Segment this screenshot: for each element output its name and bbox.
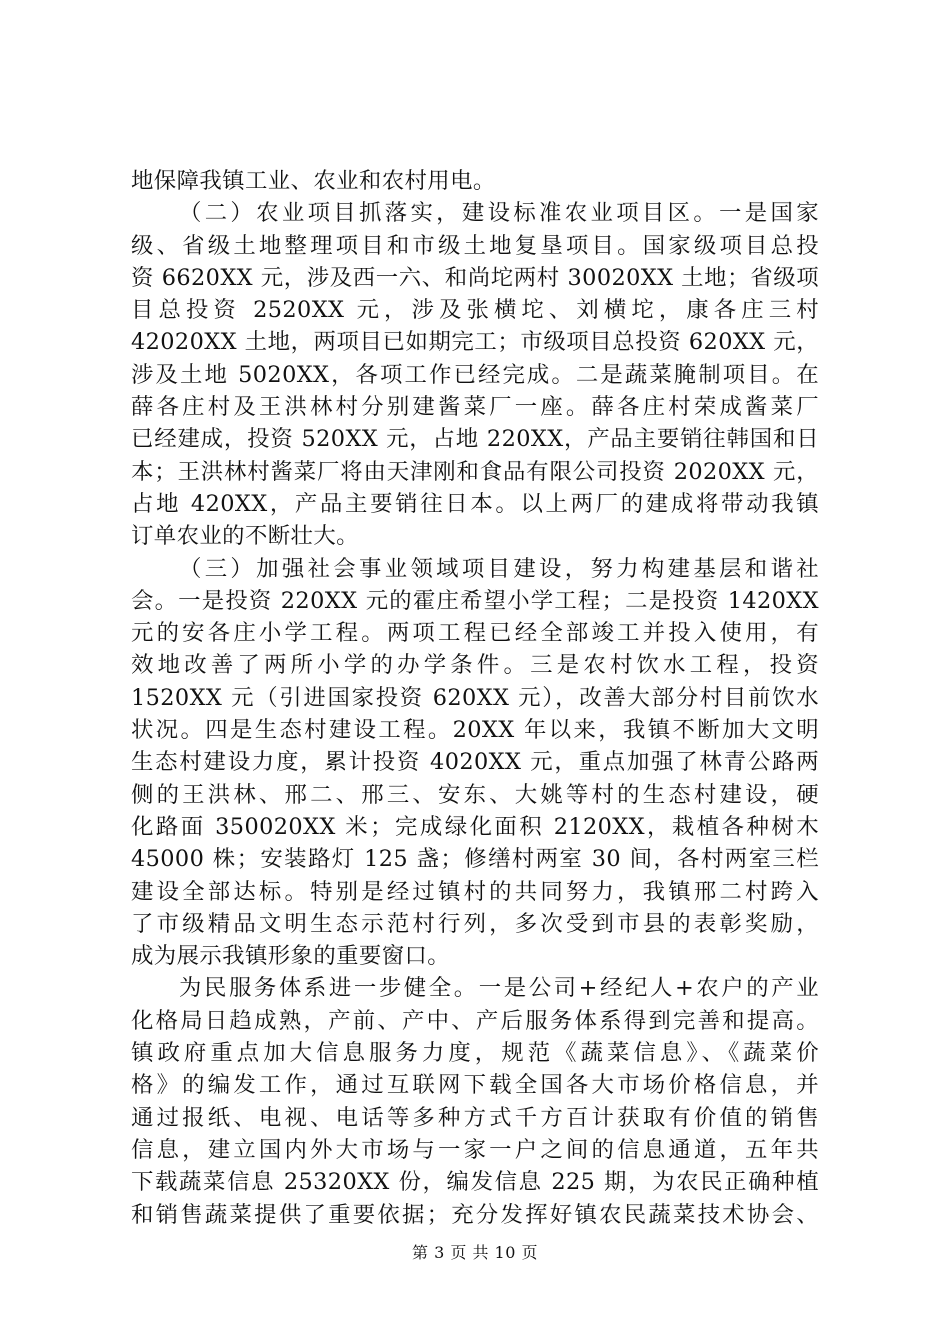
body-text-line: 资 6620XX 元，涉及西一六、和尚坨两村 30020XX 土地；省级项 xyxy=(131,264,819,291)
body-text-line: 地保障我镇工业、农业和农村用电。 xyxy=(131,168,496,194)
body-text-line: 信息，建立国内外大市场与一家一户之间的信息通道，五年共 xyxy=(131,1136,819,1163)
page-footer: 第 3 页 共 10 页 xyxy=(412,1243,538,1262)
body-text-line: 了市级精品文明生态示范村行列，多次受到市县的表彰奖励， xyxy=(131,910,819,937)
body-text-line: 下载蔬菜信息 25320XX 份，编发信息 225 期，为农民正确种植 xyxy=(131,1169,819,1196)
body-text-line: 会。一是投资 220XX 元的霍庄希望小学工程；二是投资 1420XX xyxy=(131,587,819,614)
body-text-line: 元的安各庄小学工程。两项工程已经全部竣工并投入使用，有 xyxy=(131,620,819,647)
body-text-line: 涉及土地 5020XX，各项工作已经完成。二是蔬菜腌制项目。在 xyxy=(131,361,819,388)
body-text-line: （二）农业项目抓落实，建设标准农业项目区。一是国家 xyxy=(179,200,819,227)
body-text-line: 已经建成，投资 520XX 元，占地 220XX，产品主要销往韩国和日 xyxy=(131,426,819,453)
body-text-line: 订单农业的不断壮大。 xyxy=(131,523,359,550)
body-text-line: 1520XX 元（引进国家投资 620XX 元），改善大部分村目前饮水 xyxy=(131,684,819,711)
body-text-line: （三）加强社会事业领域项目建设，努力构建基层和谐社 xyxy=(179,555,819,582)
body-text-line: 占地 420XX，产品主要销往日本。以上两厂的建成将带动我镇 xyxy=(131,490,819,517)
body-text-line: 薛各庄村及王洪林村分别建酱菜厂一座。薛各庄村荣成酱菜厂 xyxy=(131,394,819,421)
body-text-line: 镇政府重点加大信息服务力度，规范《蔬菜信息》、《蔬菜价 xyxy=(131,1040,819,1067)
body-text-line: 生态村建设力度，累计投资 4020XX 元，重点加强了林青公路两 xyxy=(131,749,819,776)
body-text-line: 目总投资 2520XX 元，涉及张横坨、刘横坨，康各庄三村 xyxy=(131,297,819,324)
body-text-line: 侧的王洪林、邢二、邢三、安东、大姚等村的生态村建设，硬 xyxy=(131,781,819,808)
body-text-line: 格》的编发工作，通过互联网下载全国各大市场价格信息，并 xyxy=(131,1072,819,1099)
body-text-line: 状况。四是生态村建设工程。20XX 年以来，我镇不断加大文明 xyxy=(131,717,819,744)
body-text-line: 42020XX 土地，两项目已如期完工；市级项目总投资 620XX 元， xyxy=(131,329,819,356)
body-text-line: 通过报纸、电视、电话等多种方式千方百计获取有价值的销售 xyxy=(131,1104,819,1131)
body-text-line: 效地改善了两所小学的办学条件。三是农村饮水工程，投资 xyxy=(131,652,819,679)
body-text-line: 45000 株；安装路灯 125 盏；修缮村两室 30 间，各村两室三栏 xyxy=(131,846,819,873)
body-text-line: 化格局日趋成熟，产前、产中、产后服务体系得到完善和提高。 xyxy=(131,1007,819,1034)
body-text-line: 成为展示我镇形象的重要窗口。 xyxy=(131,943,451,970)
body-text-line: 化路面 350020XX 米；完成绿化面积 2120XX，栽植各种树木 xyxy=(131,813,819,840)
body-text-line: 级、省级土地整理项目和市级土地复垦项目。国家级项目总投 xyxy=(131,232,819,259)
body-text-line: 本；王洪林村酱菜厂将由天津刚和食品有限公司投资 2020XX 元， xyxy=(131,458,819,485)
body-text-line: 建设全部达标。特别是经过镇村的共同努力，我镇邢二村跨入 xyxy=(131,878,819,905)
body-text-line: 和销售蔬菜提供了重要依据；充分发挥好镇农民蔬菜技术协会、 xyxy=(131,1201,819,1228)
document-body xyxy=(131,165,819,1231)
body-text-line: 为民服务体系进一步健全。一是公司+经纪人+农户的产业 xyxy=(179,975,819,1002)
